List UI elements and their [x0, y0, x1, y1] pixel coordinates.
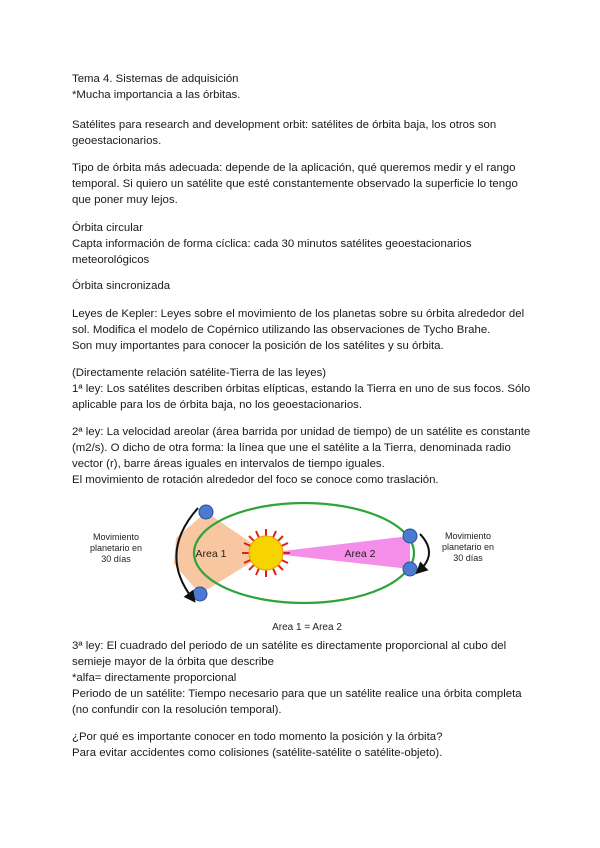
figure-caption: Area 1 = Area 2: [272, 622, 342, 633]
planet-icon: [403, 562, 417, 576]
paragraph-line: 1ª ley: Los satélites describen órbitas elípticas, estando la Tierra en uno de sus focos. Sólo: [72, 383, 531, 395]
left-label-line: planetario en: [89, 543, 143, 553]
paragraph-line: temporal. Si quiero un satélite que esté constantemente observado la superficie lo tengo: [72, 178, 518, 190]
left-label-line: 30 días: [101, 554, 131, 564]
note-orbits: *Mucha importancia a las órbitas.: [72, 89, 241, 101]
area1-label: Area 1: [195, 548, 227, 560]
paragraph-line: semieje mayor de la órbita que describe: [72, 656, 274, 668]
paragraph-line: meteorológicos: [72, 254, 150, 266]
paragraph-line: (no confundir con la resolución temporal).: [72, 704, 282, 716]
paragraph-line: Satélites para research and development orbit: satélites de órbita baja, los otros son: [72, 119, 497, 131]
right-motion-arrow: [420, 534, 429, 570]
right-label-line: planetario en: [441, 542, 495, 552]
paragraph-line: vector (r), barre áreas iguales en intervalos de tiempo iguales.: [72, 458, 385, 470]
sun-icon: [249, 536, 283, 570]
heading-circular-orbit: Órbita circular: [72, 222, 143, 234]
paragraph-line: El movimiento de rotación alrededor del foco se conoce como traslación.: [72, 474, 439, 486]
planet-icon: [199, 505, 213, 519]
paragraph-line: *alfa= directamente proporcional: [72, 672, 237, 684]
paragraph-line: 3ª ley: El cuadrado del periodo de un satélite es directamente proporcional al cubo del: [72, 640, 507, 652]
kepler-second-law-figure: [80, 494, 520, 636]
paragraph-line: Son muy importantes para conocer la posición de los satélites y su órbita.: [72, 340, 444, 352]
paragraph-line: sol. Modifica el modelo de Copérnico utilizando las observaciones de Tycho Brahe.: [72, 324, 491, 336]
heading-synchronized-orbit: Órbita sincronizada: [72, 280, 171, 292]
right-label-line: Movimiento: [444, 531, 492, 541]
left-label-line: Movimiento: [92, 532, 140, 542]
paragraph-line: aplicable para los de órbita baja, no los geoestacionarios.: [72, 399, 363, 411]
topic-title: Tema 4. Sistemas de adquisición: [72, 73, 239, 85]
right-label-line: 30 días: [453, 553, 483, 563]
paragraph-line: Leyes de Kepler: Leyes sobre el movimiento de los planetas sobre su órbita alrededor del: [72, 308, 525, 320]
answer-line: Para evitar accidentes como colisiones (satélite-satélite o satélite-objeto).: [72, 747, 443, 759]
paragraph-line: Capta información de forma cíclica: cada 30 minutos satélites geoestacionarios: [72, 238, 472, 250]
paragraph-line: que poner muy lejos.: [72, 194, 178, 206]
paragraph-line: 2ª ley: La velocidad areolar (área barrida por unidad de tiempo) de un satélite es constante: [72, 426, 531, 438]
question-line: ¿Por qué es importante conocer en todo momento la posición y la órbita?: [72, 731, 443, 743]
area2-label: Area 2: [344, 548, 376, 560]
paragraph-line: (Directamente relación satélite-Tierra de las leyes): [72, 367, 327, 379]
planet-icon: [193, 587, 207, 601]
paragraph-line: Periodo de un satélite: Tiempo necesario para que un satélite realice una órbita completa: [72, 688, 522, 700]
paragraph-line: Tipo de órbita más adecuada: depende de la aplicación, qué queremos medir y el rango: [72, 162, 516, 174]
paragraph-line: geoestacionarios.: [72, 135, 162, 147]
kepler-diagram: [80, 494, 520, 636]
planet-icon: [403, 529, 417, 543]
paragraph-line: (m2/s). O dicho de otra forma: la línea que une el satélite a la Tierra, denominada radio: [72, 442, 511, 454]
